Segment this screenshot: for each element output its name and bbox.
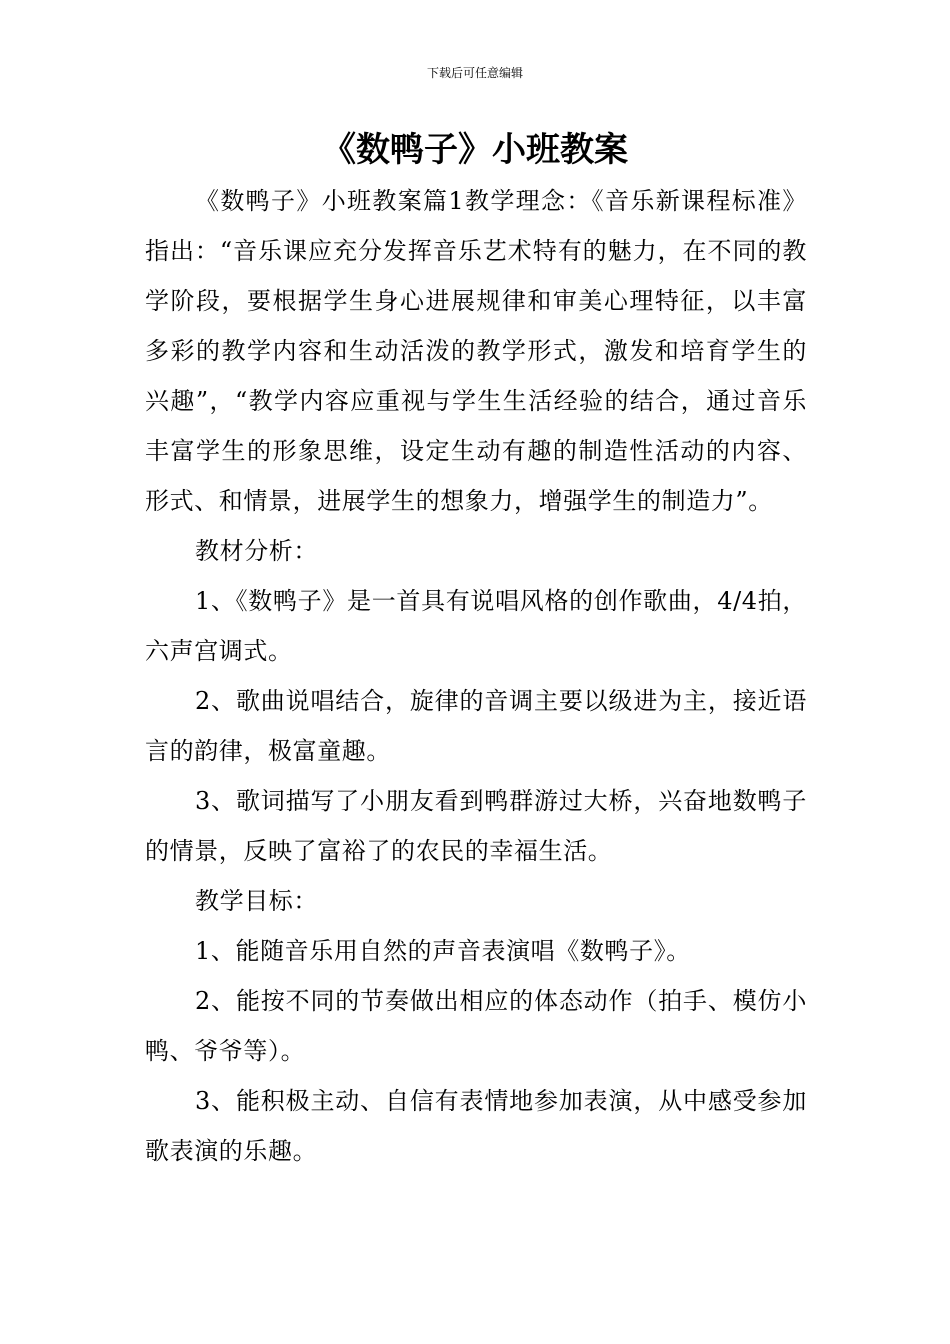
heading-teaching-goals: 教学目标： — [195, 887, 318, 915]
document-title: 《数鸭子》小班教案 — [322, 130, 628, 170]
document-body — [145, 176, 807, 1176]
list-item-goal-3: 3、能积极主动、自信有表情地参加表演，从中感受参加歌表演的乐趣。 — [145, 1087, 807, 1165]
heading-material-analysis: 教材分析： — [195, 537, 318, 565]
list-item-analysis-2: 2、歌曲说唱结合，旋律的音调主要以级进为主，接近语言的韵律，极富童趣。 — [145, 687, 807, 765]
list-item-goal-2: 2、能按不同的节奏做出相应的体态动作（拍手、模仿小鸭、爷爷等）。 — [145, 987, 807, 1065]
paragraph-teaching-philosophy: 《数鸭子》小班教案篇1教学理念：《音乐新课程标准》指出：“音乐课应充分发挥音乐艺术特有的魅力，在不同的教学阶段，要根据学生身心进展规律和审美心理特征，以丰富多彩的教学内容和生动活泼的教学形式，激发和培育学生的兴趣”，“教学内容应重视与学生生活经验的结合，通过音乐丰富学生的形象思维，设定生动有趣的制造性活动的内容、形式、和情景，进展学生的想象力，增强学生的制造力”。 — [145, 187, 807, 515]
list-item-analysis-1: 1、《数鸭子》是一首具有说唱风格的创作歌曲，4/4拍，六声宫调式。 — [145, 587, 807, 665]
page-header-note: 下载后可任意编辑 — [426, 66, 523, 80]
list-item-goal-1: 1、能随音乐用自然的声音表演唱《数鸭子》。 — [195, 937, 691, 965]
list-item-analysis-3: 3、歌词描写了小朋友看到鸭群游过大桥，兴奋地数鸭子的情景，反映了富裕了的农民的幸福生活。 — [145, 787, 807, 865]
